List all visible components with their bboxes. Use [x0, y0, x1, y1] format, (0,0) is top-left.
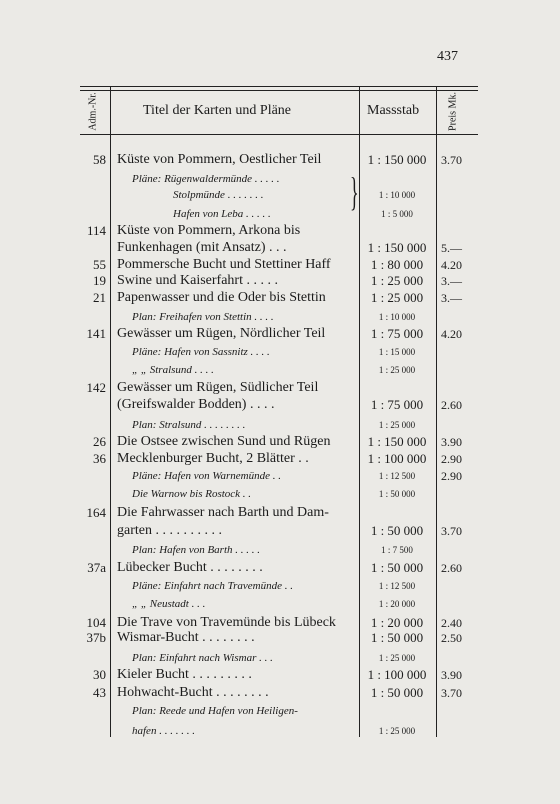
row-scale: 1 : 150 000 [367, 152, 427, 167]
header-bottom-rule [80, 134, 478, 135]
table-row [0, 649, 560, 667]
row-subtitle: Stolpmünde . . . . . . . [173, 189, 264, 201]
table-row [0, 541, 560, 559]
table-row [0, 205, 560, 223]
row-price: 2.60 [441, 398, 462, 412]
table-row [0, 450, 560, 468]
row-title: Die Trave von Travemünde bis Lübeck [117, 615, 336, 630]
table-row [0, 416, 560, 434]
row-nr: 26 [93, 434, 106, 449]
top-rule [80, 86, 478, 87]
row-title: Gewässer um Rügen, Südlicher Teil [117, 380, 319, 395]
row-price: 2.90 [441, 469, 462, 483]
table-row [0, 151, 560, 169]
table-row [0, 361, 560, 379]
header-price: Preis Mk. [447, 92, 459, 131]
row-nr: 141 [86, 326, 106, 341]
row-price: 2.60 [441, 561, 462, 575]
row-title: Gewässer um Rügen, Nördlicher Teil [117, 326, 326, 341]
table-row [0, 396, 560, 414]
table-row [0, 722, 560, 740]
row-subtitle: Pläne: Hafen von Sassnitz . . . . [132, 346, 270, 358]
row-title: Kieler Bucht . . . . . . . . . [117, 667, 252, 682]
row-nr: 58 [93, 152, 106, 167]
row-scale: 1 : 50 000 [378, 489, 416, 499]
row-price: 4.20 [441, 258, 462, 272]
row-title: Die Ostsee zwischen Sund und Rügen [117, 434, 331, 449]
row-title: Küste von Pommern, Oestlicher Teil [117, 152, 322, 167]
row-scale: 1 : 150 000 [367, 240, 427, 255]
table-row [0, 343, 560, 361]
table-row [0, 433, 560, 451]
row-subtitle: Pläne: Einfahrt nach Travemünde . . [132, 580, 294, 592]
table-row [0, 559, 560, 577]
row-title: Hohwacht-Bucht . . . . . . . . [117, 685, 269, 700]
row-title: Mecklenburger Bucht, 2 Blätter . . [117, 451, 309, 466]
row-scale: 1 : 80 000 [370, 257, 424, 272]
table-row [0, 684, 560, 702]
row-scale: 1 : 20 000 [370, 615, 424, 630]
row-price: 4.20 [441, 327, 462, 341]
row-nr: 43 [93, 685, 106, 700]
row-scale: 1 : 50 000 [370, 560, 424, 575]
row-price: 3.90 [441, 435, 462, 449]
row-nr: 21 [93, 290, 106, 305]
row-title: Wismar-Bucht . . . . . . . . [117, 630, 255, 645]
row-subtitle: Plan: Einfahrt nach Wismar . . . [132, 652, 273, 664]
row-scale: 1 : 25 000 [378, 365, 416, 375]
row-scale: 1 : 25 000 [378, 653, 416, 663]
row-nr: 36 [93, 451, 106, 466]
table-row [0, 522, 560, 540]
row-scale: 1 : 20 000 [378, 599, 416, 609]
table-row [0, 504, 560, 522]
row-price: 5.— [441, 241, 462, 255]
row-subtitle: Plan: Hafen von Barth . . . . . [132, 544, 261, 556]
table-row [0, 666, 560, 684]
row-subtitle: Pläne: Rügenwaldermünde . . . . . [132, 173, 280, 185]
table-row [0, 289, 560, 307]
row-price: 3.70 [441, 524, 462, 538]
row-scale: 1 : 50 000 [370, 685, 424, 700]
row-scale: 1 : 10 000 [378, 190, 416, 200]
row-scale: 1 : 100 000 [367, 667, 427, 682]
row-price: 3.70 [441, 153, 462, 167]
row-price: 3.70 [441, 686, 462, 700]
row-title: (Greifswalder Bodden) . . . . [117, 397, 275, 412]
row-nr: 164 [86, 505, 106, 520]
header-scale: Massstab [367, 103, 420, 118]
row-price: 2.50 [441, 631, 462, 645]
row-nr: 55 [93, 257, 106, 272]
row-subtitle: Pläne: Hafen von Warnemünde . . [132, 470, 281, 482]
table-row [0, 629, 560, 647]
row-price: 3.— [441, 274, 462, 288]
row-subtitle: Plan: Reede und Hafen von Heiligen- [132, 705, 298, 717]
row-scale: 1 : 100 000 [367, 451, 427, 466]
row-nr: 19 [93, 273, 106, 288]
row-scale: 1 : 5 000 [381, 209, 413, 219]
table-row [0, 577, 560, 595]
row-title: Funkenhagen (mit Ansatz) . . . [117, 240, 287, 255]
row-nr: 37b [86, 630, 106, 645]
row-price: 2.90 [441, 452, 462, 466]
table-row [0, 186, 560, 204]
header-nr: Adm.-Nr. [87, 92, 99, 131]
row-subtitle: Plan: Freihafen von Stettin . . . . [132, 311, 274, 323]
row-subtitle: hafen . . . . . . . [132, 725, 195, 737]
row-subtitle: Plan: Stralsund . . . . . . . . [132, 419, 246, 431]
table-row [0, 239, 560, 257]
row-scale: 1 : 50 000 [370, 630, 424, 645]
row-scale: 1 : 12 500 [378, 581, 416, 591]
table-row [0, 485, 560, 503]
row-scale: 1 : 75 000 [370, 397, 424, 412]
row-subtitle: „ „ Stralsund . . . . [132, 364, 214, 376]
row-title: Lübecker Bucht . . . . . . . . [117, 560, 263, 575]
top-rule-inner [80, 90, 478, 91]
row-scale: 1 : 15 000 [378, 347, 416, 357]
table-row [0, 595, 560, 613]
table-row [0, 702, 560, 720]
table-row [0, 379, 560, 397]
row-nr: 30 [93, 667, 106, 682]
row-subtitle: Hafen von Leba . . . . . [173, 208, 271, 220]
row-scale: 1 : 10 000 [378, 312, 416, 322]
row-scale: 1 : 7 500 [381, 545, 413, 555]
row-nr: 114 [86, 223, 106, 238]
row-scale: 1 : 150 000 [367, 434, 427, 449]
table-row [0, 467, 560, 485]
table-row [0, 222, 560, 240]
row-subtitle: Die Warnow bis Rostock . . [132, 488, 252, 500]
row-price: 3.90 [441, 668, 462, 682]
row-scale: 1 : 25 000 [370, 273, 424, 288]
row-scale: 1 : 25 000 [378, 420, 416, 430]
row-scale: 1 : 50 000 [370, 523, 424, 538]
row-title: Die Fahrwasser nach Barth und Dam- [117, 505, 329, 520]
row-subtitle: „ „ Neustadt . . . [132, 598, 206, 610]
row-nr: 104 [86, 615, 106, 630]
row-scale: 1 : 25 000 [370, 290, 424, 305]
row-price: 3.— [441, 291, 462, 305]
row-title: Swine und Kaiserfahrt . . . . . [117, 273, 278, 288]
row-title: Pommersche Bucht und Stettiner Haff [117, 257, 331, 272]
page-number: 437 [437, 49, 458, 64]
row-title: Papenwasser und die Oder bis Stettin [117, 290, 326, 305]
row-scale: 1 : 25 000 [378, 726, 416, 736]
table-row [0, 308, 560, 326]
row-title: garten . . . . . . . . . . [117, 523, 222, 538]
table-row [0, 325, 560, 343]
row-price: 2.40 [441, 616, 462, 630]
header-title: Titel der Karten und Pläne [143, 103, 292, 118]
bracket: } [350, 169, 359, 214]
row-nr: 37a [87, 560, 106, 575]
table-row [0, 272, 560, 290]
row-scale: 1 : 12 500 [378, 471, 416, 481]
row-title: Küste von Pommern, Arkona bis [117, 223, 301, 238]
row-nr: 142 [86, 380, 106, 395]
row-scale: 1 : 75 000 [370, 326, 424, 341]
